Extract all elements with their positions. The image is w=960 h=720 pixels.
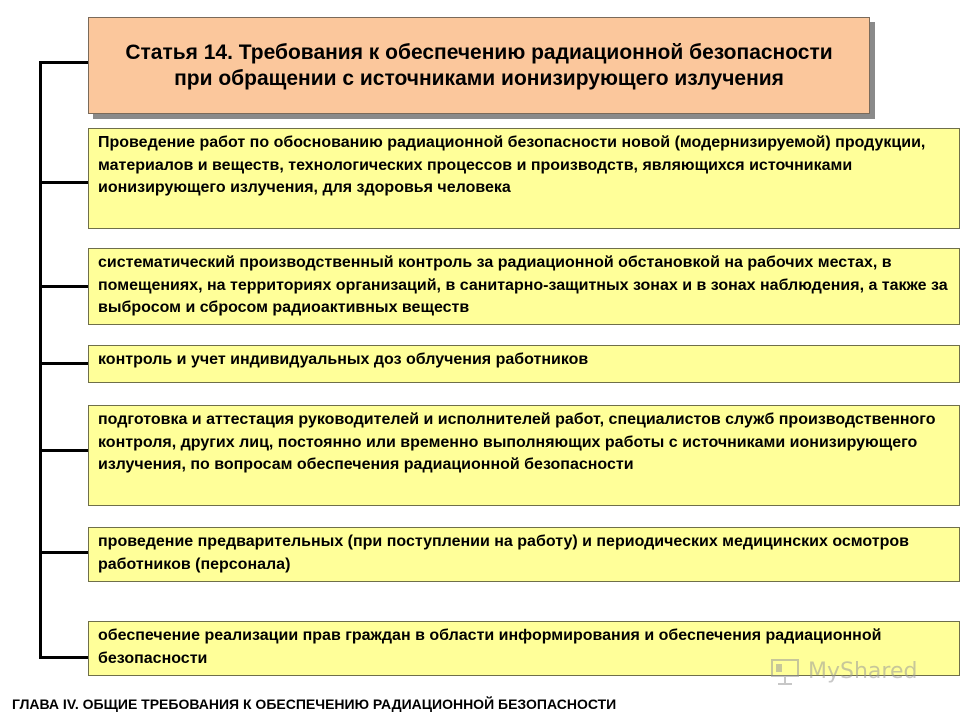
presentation-board-icon xyxy=(768,656,802,686)
requirement-box-4: подготовка и аттестация руководителей и исполнителей работ, специалистов служб производственного контроля, других лиц, постоянно или временно выполняющих работы с источниками ионизирующего излучения, по вопросам обеспечения радиационной безопасности xyxy=(88,405,960,506)
requirement-box-6: обеспечение реализации прав граждан в области информирования и обеспечения радиационной безопасности xyxy=(88,621,960,676)
connector-branch-6 xyxy=(39,656,89,659)
connector-spine xyxy=(39,61,42,658)
connector-branch-2 xyxy=(39,285,89,288)
requirement-box-2: систематический производственный контроль за радиационной обстановкой на рабочих местах, в помещениях, на территориях организаций, в санитарно-защитных зонах и в зонах наблюдения, а также за выбросом и сбросом радиоактивных веществ xyxy=(88,248,960,325)
article-title: Статья 14. Требования к обеспечению радиационной безопасности при обращении с источниками ионизирующего излучения xyxy=(125,40,833,90)
requirement-box-5: проведение предварительных (при поступлении на работу) и периодических медицинских осмотров работников (персонала) xyxy=(88,527,960,582)
requirement-box-1: Проведение работ по обоснованию радиационной безопасности новой (модернизируемой) продукции, материалов и веществ, технологических процессов и производств, являющихся источниками ионизирующего излучения, для здоровья человека xyxy=(88,128,960,229)
watermark-text: MyShared xyxy=(808,658,918,684)
connector-branch-1 xyxy=(39,181,89,184)
connector-branch-4 xyxy=(39,449,89,452)
connector-branch-3 xyxy=(39,362,89,365)
connector-branch-header xyxy=(39,61,89,64)
connector-branch-5 xyxy=(39,551,89,554)
requirement-box-3: контроль и учет индивидуальных доз облучения работников xyxy=(88,345,960,383)
article-title-box xyxy=(88,17,870,114)
watermark xyxy=(768,656,917,686)
chapter-footer: ГЛАВА IV. ОБЩИЕ ТРЕБОВАНИЯ К ОБЕСПЕЧЕНИЮ РАДИАЦИОННОЙ БЕЗОПАСНОСТИ xyxy=(12,696,617,712)
